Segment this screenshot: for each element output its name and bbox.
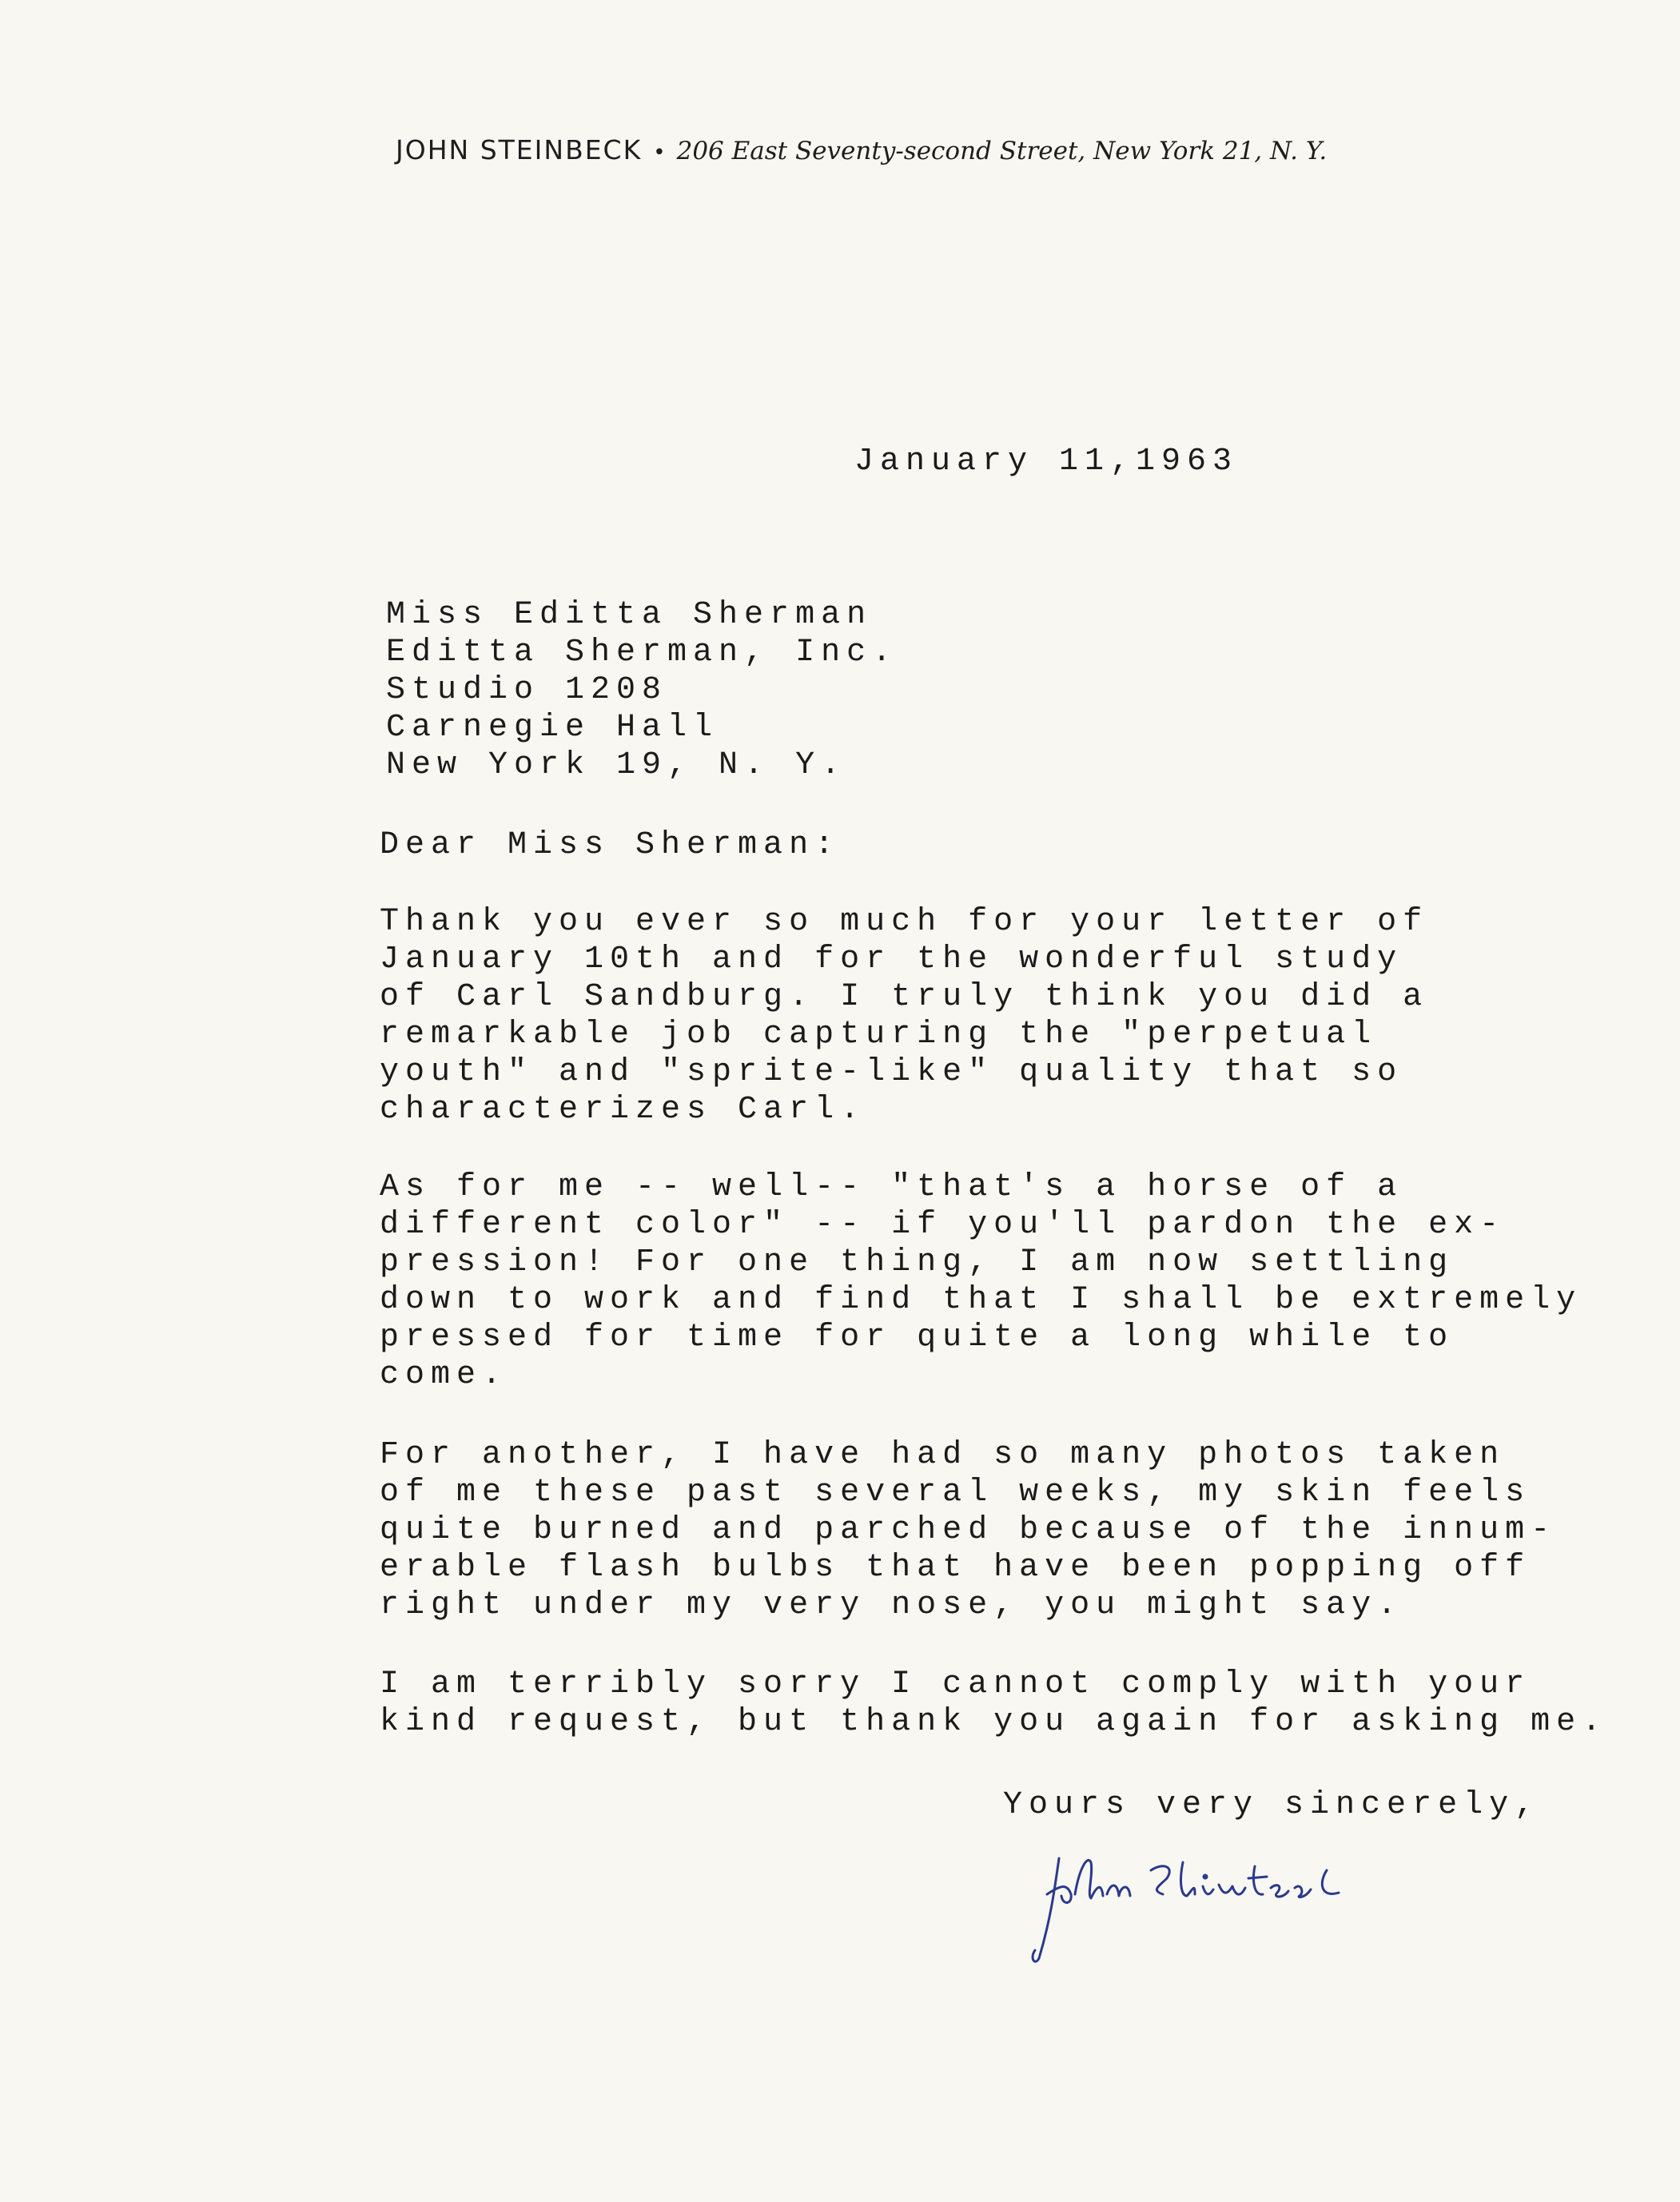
body-line: different color" -- if you'll pardon the ex- <box>380 1207 1506 1243</box>
body-line: I am terribly sorry I cannot comply with your <box>380 1666 1531 1702</box>
body-line: youth" and "sprite-like" quality that so <box>380 1054 1403 1090</box>
body-line: remarkable job capturing the "perpetual <box>380 1017 1378 1053</box>
letterhead-name: JOHN STEINBECK <box>396 134 643 165</box>
closing: Yours very sincerely, <box>1003 1787 1541 1823</box>
body-paragraph <box>380 1169 1582 1394</box>
recipient-line: Studio 1208 <box>386 672 668 708</box>
body-line: pressed for time for quite a long while to <box>380 1320 1455 1356</box>
body-paragraph <box>380 1436 1556 1624</box>
body-line: characterizes Carl. <box>380 1092 866 1128</box>
signature <box>1023 1838 1439 1966</box>
body-line: As for me -- well-- "that's a horse of a <box>380 1169 1403 1205</box>
recipient-line: Editta Sherman, Inc. <box>386 635 898 671</box>
letterhead-separator: • <box>653 141 666 165</box>
body-line: of Carl Sandburg. I truly think you did a <box>380 979 1429 1015</box>
body-line: Thank you ever so much for your letter of <box>380 904 1429 940</box>
signature-strokes <box>1033 1858 1339 1961</box>
body-line: quite burned and parched because of the innum- <box>380 1512 1557 1548</box>
body-line: For another, I have had so many photos taken <box>380 1437 1506 1473</box>
body-line: down to work and find that I shall be extremely <box>380 1282 1582 1318</box>
body-line: of me these past several weeks, my skin feels <box>380 1475 1531 1511</box>
body-line: right under my very nose, you might say. <box>380 1587 1403 1623</box>
recipient-line: Miss Editta Sherman <box>386 597 873 633</box>
letterhead-address: 206 East Seventy-second Street, New York 21, N. Y. <box>676 137 1328 165</box>
body-line: kind request, but thank you again for asking me. <box>380 1704 1608 1740</box>
letter-date: January 11,1963 <box>854 444 1239 480</box>
body-line: erable flash bulbs that have been popping off <box>380 1550 1531 1586</box>
recipient-line: New York 19, N. Y. <box>386 747 847 783</box>
body-line: pression! For one thing, I am now settling <box>380 1244 1455 1280</box>
letterhead <box>396 134 1327 166</box>
body-paragraph <box>380 903 1428 1129</box>
body-paragraph <box>380 1666 1607 1741</box>
recipient-line: Carnegie Hall <box>386 710 719 746</box>
recipient-address <box>386 596 898 784</box>
body-line: January 10th and for the wonderful study <box>380 942 1403 978</box>
body-line: come. <box>380 1357 508 1393</box>
salutation: Dear Miss Sherman: <box>380 827 841 863</box>
